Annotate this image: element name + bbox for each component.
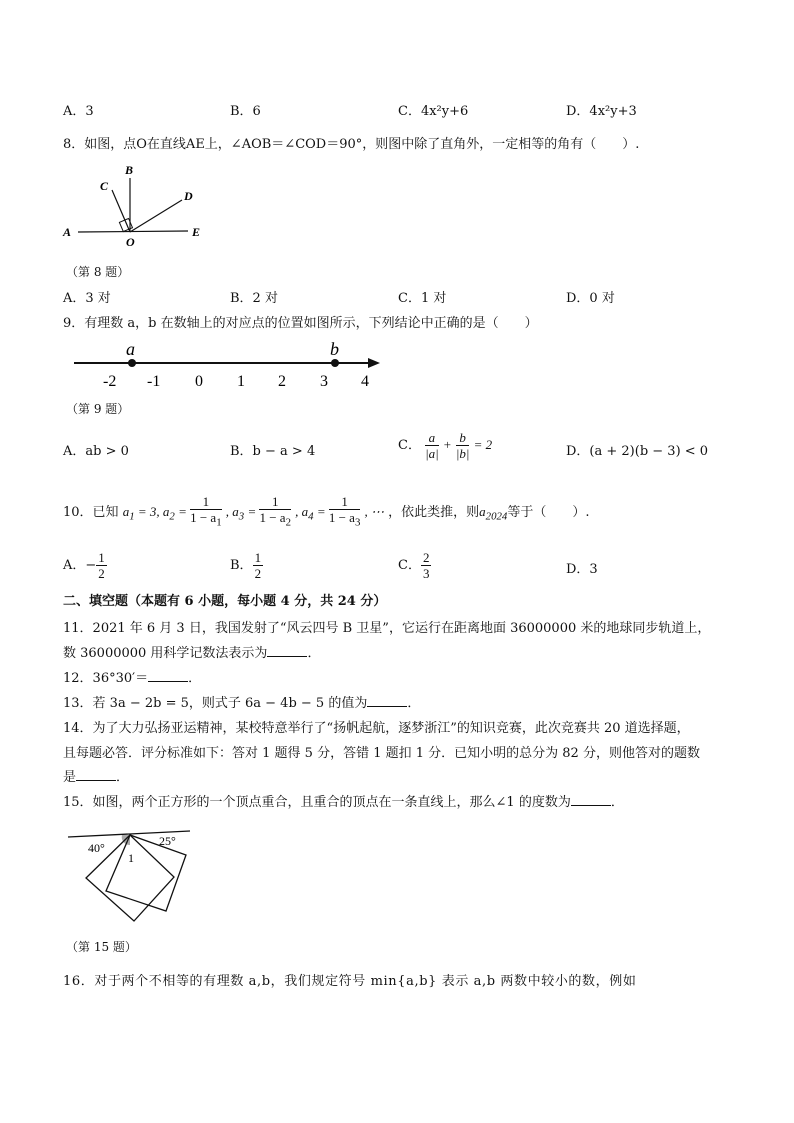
q7-option-d: D．4x²y+3 (566, 104, 637, 119)
q9-option-a: A．ab > 0 (63, 444, 129, 459)
q9-tick-label: 4 (361, 373, 369, 390)
q10-option-d: D．3 (566, 562, 598, 577)
q11-line2: 数 36000000 用科学记数法表示为 ． (63, 646, 321, 661)
q9-label-a: a (126, 339, 135, 359)
q9-stem: 9．有理数 a，b 在数轴上的对应点的位置如图所示，下列结论中正确的是（ ） (63, 316, 538, 331)
q12: 12．36°30′＝ ． (63, 671, 202, 686)
q15-angle-1: 1 (128, 851, 134, 865)
q15-angle-25: 25° (159, 834, 176, 848)
q16-stem: 16．对于两个不相等的有理数 a,b，我们规定符号 min{a,b} 表示 a,b 两数中较小的数，例如 (63, 974, 637, 989)
q9-tick-label: -2 (103, 373, 117, 390)
q8-angle-figure (58, 160, 218, 250)
q10-option-a: A．− $\frac{1}{2}$ (63, 550, 105, 581)
q9-tick-label: -1 (147, 373, 161, 390)
q9-point-b (331, 359, 339, 367)
q8-label-e: E (192, 225, 201, 239)
q9-option-c: C． $\frac{a}{|a|}$ + $\frac{b}{|b|}$ = 2 (398, 430, 493, 461)
answer-blank[interactable] (571, 793, 611, 806)
q10-stem: 10．已知 $a_1 = 3$, $a_2$ = $\frac{1}{1 - a_1}$ , $a_3$ = $\frac{1}{1 - a_2}$ , $a_4$ = $\frac{1}{1 - a_3}$ , ⋯ ，依此类推，则$a_{2024}$等于（ ）. (63, 494, 590, 529)
q9-point-a (128, 359, 136, 367)
q9-option-d: D．(a + 2)(b − 3) < 0 (566, 444, 709, 459)
q8-label-b: B (125, 163, 134, 177)
q9-tick-label: 0 (195, 373, 203, 390)
q8-caption: （第 8 题） (66, 265, 130, 279)
answer-blank[interactable] (267, 644, 307, 657)
q8-option-d: D．0 对 (566, 291, 615, 306)
q9-number-line (68, 338, 388, 393)
q11-line1: 11．2021 年 6 月 3 日，我国发射了“风云四号 B 卫星”，它运行在距离地面 36000000 米的地球同步轨道上， (63, 621, 711, 636)
q14-line2: 且每题必答．评分标准如下：答对 1 题得 5 分，答错 1 题扣 1 分．已知小明的总分为 82 分，则他答对的题数 (63, 746, 700, 761)
answer-blank[interactable] (76, 768, 116, 781)
q8-option-a: A．3 对 (63, 291, 111, 306)
q10-option-c: C． $\frac{2}{3}$ (398, 550, 430, 581)
q8-label-o: O (126, 235, 135, 249)
q15-squares-figure (64, 825, 204, 930)
answer-blank[interactable] (148, 669, 188, 682)
q8-label-d: D (184, 189, 193, 203)
q9-tick-label: 3 (320, 373, 328, 390)
q8-option-b: B．2 对 (230, 291, 278, 306)
q9-tick-label: 2 (278, 373, 286, 390)
answer-blank[interactable] (367, 694, 407, 707)
q9-option-b: B．b − a > 4 (230, 444, 316, 459)
q7-option-a: A．3 (63, 104, 94, 119)
q9-tick-label: 1 (237, 373, 245, 390)
q14-line1: 14．为了大力弘扬亚运精神，某校特意举行了“扬帆起航，逐梦浙江”的知识竞赛，此次竞赛共 20 道选择题， (63, 721, 690, 736)
q7-option-c: C．4x²y+6 (398, 104, 469, 119)
q7-option-b: B．6 (230, 104, 261, 119)
q15-stem: 15．如图，两个正方形的一个顶点重合，且重合的顶点在一条直线上，那么∠1 的度数为 ． (63, 795, 624, 810)
q13: 13．若 3a − 2b = 5，则式子 6a − 4b − 5 的值为 ． (63, 696, 421, 711)
q15-angle-40: 40° (88, 841, 105, 855)
q9-label-b: b (330, 339, 339, 359)
section-heading: 二、填空题（本题有 6 小题，每小题 4 分，共 24 分） (63, 594, 387, 609)
q15-caption: （第 15 题） (66, 940, 137, 954)
q8-label-a: A (63, 225, 72, 239)
q8-option-c: C．1 对 (398, 291, 447, 306)
q8-label-c: C (100, 179, 109, 193)
q8-stem: 8．如图，点O在直线AE上，∠AOB＝∠COD＝90°，则图中除了直角外，一定相等的角有（ ）. (63, 137, 640, 152)
q14-line3: 是 ． (63, 770, 130, 785)
q10-option-b: B． $\frac{1}{2}$ (230, 550, 262, 581)
q9-caption: （第 9 题） (66, 402, 130, 416)
